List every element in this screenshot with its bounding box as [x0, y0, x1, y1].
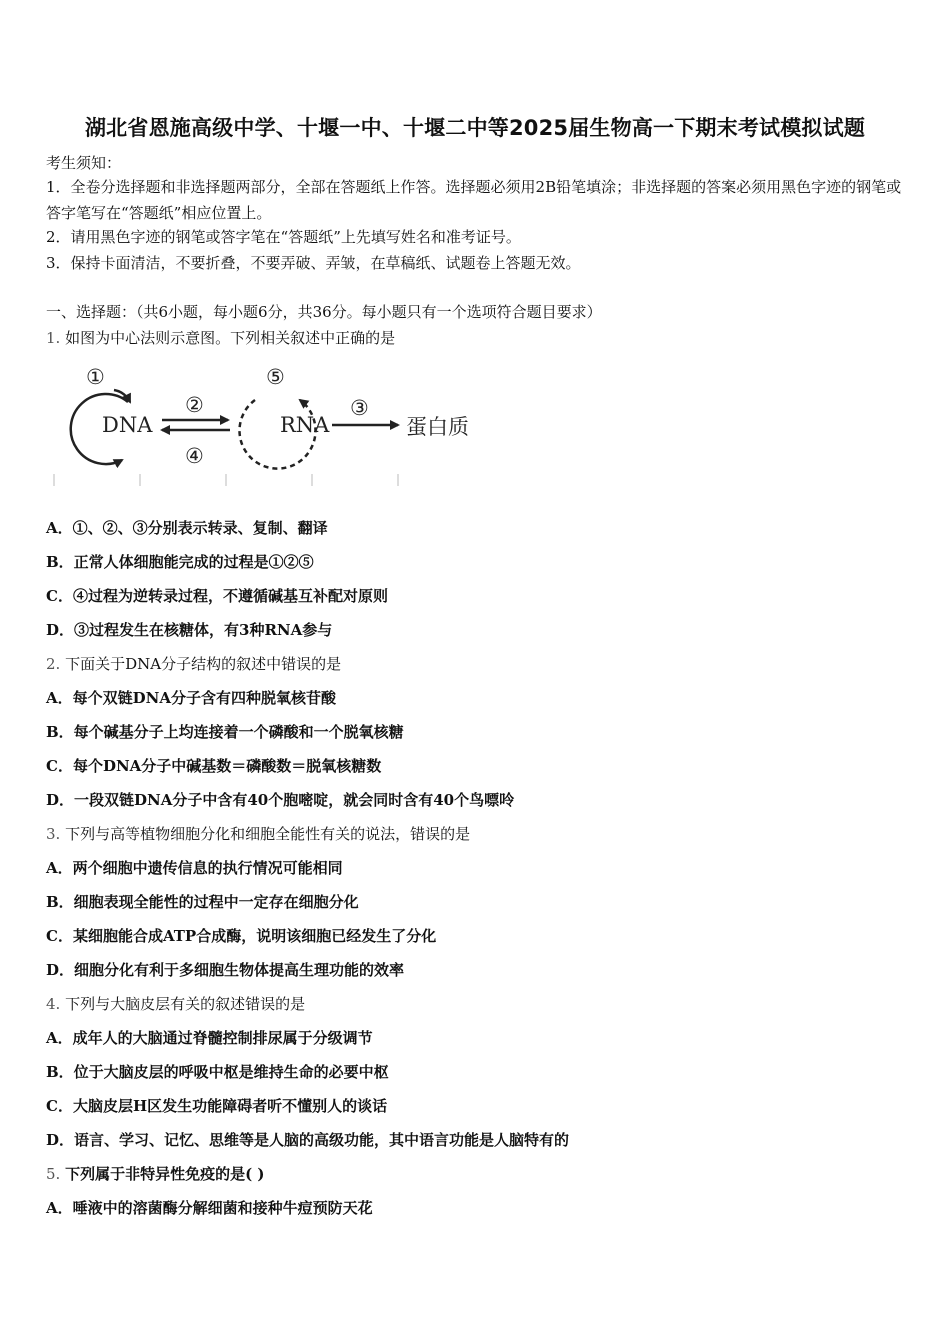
question-4-option-a: A．成年人的大脑通过脊髓控制排尿属于分级调节	[46, 1029, 373, 1047]
question-4-stem	[46, 993, 305, 1014]
notice-item-1: 1．全卷分选择题和非选择题两部分，全部在答题纸上作答。选择题必须用2B铅笔填涂；非选择题的答案必须用黑色字迹的钢笔或答字笔写在“答题纸”相应位置上。	[46, 178, 902, 222]
question-text: 下列与高等植物细胞分化和细胞全能性有关的说法，错误的是	[65, 825, 471, 843]
question-2-option-b: B．每个碱基分子上均连接着一个磷酸和一个脱氧核糖	[46, 723, 404, 741]
question-3-option-b: B．细胞表现全能性的过程中一定存在细胞分化	[46, 893, 359, 911]
question-number: 3.	[46, 825, 61, 843]
question-1-option-a: A．①、②、③分别表示转录、复制、翻译	[46, 519, 328, 537]
diagram-ticks	[54, 474, 398, 486]
notice-item-3: 3．保持卡面清洁，不要折叠，不要弄破、弄皱，在草稿纸、试题卷上答题无效。	[46, 254, 581, 272]
question-3-option-a: A．两个细胞中遗传信息的执行情况可能相同	[46, 859, 343, 877]
question-1-stem	[46, 327, 395, 348]
question-2-option-c: C．每个DNA分子中碱基数＝磷酸数＝脱氧核糖数	[46, 757, 382, 775]
question-1-option-b: B．正常人体细胞能完成的过程是①②⑤	[46, 553, 314, 571]
question-number: 2.	[46, 655, 61, 673]
process-3-label: ③	[350, 396, 369, 420]
question-3-option-d: D．细胞分化有利于多细胞生物体提高生理功能的效率	[46, 961, 405, 979]
question-5-stem	[46, 1163, 265, 1184]
question-3-stem	[46, 823, 470, 844]
notice-heading: 考生须知：	[46, 154, 122, 172]
question-1-option-c: C．④过程为逆转录过程，不遵循碱基互补配对原则	[46, 587, 388, 605]
question-2-option-d: D．一段双链DNA分子中含有40个胞嘧啶，就会同时含有40个鸟嘌呤	[46, 791, 515, 809]
central-dogma-diagram	[50, 360, 490, 494]
notice-item-2: 2．请用黑色字迹的钢笔或答字笔在“答题纸”上先填写姓名和准考证号。	[46, 228, 521, 246]
question-number: 5.	[46, 1165, 61, 1183]
central-dogma-svg	[50, 360, 490, 490]
question-2-option-a: A．每个双链DNA分子含有四种脱氧核苷酸	[46, 689, 336, 707]
process-4-label: ④	[185, 444, 204, 468]
process-2-label: ②	[185, 393, 204, 417]
question-1-option-d: D．③过程发生在核糖体，有3种RNA参与	[46, 621, 333, 639]
question-text: 下列与大脑皮层有关的叙述错误的是	[65, 995, 306, 1013]
question-5-option-a: A．唾液中的溶菌酶分解细菌和接种牛痘预防天花	[46, 1199, 373, 1217]
question-4-option-d: D．语言、学习、记忆、思维等是人脑的高级功能，其中语言功能是人脑特有的	[46, 1131, 570, 1149]
question-text: 下列属于非特异性免疫的是( )	[65, 1165, 265, 1183]
question-text: 下面关于DNA分子结构的叙述中错误的是	[65, 655, 342, 673]
dna-label: DNA	[102, 413, 153, 437]
exam-title: 湖北省恩施高级中学、十堰一中、十堰二中等2025届生物高一下期末考试模拟试题	[84, 116, 866, 140]
process-5-label: ⑤	[266, 365, 285, 389]
process-1-label: ①	[86, 365, 105, 389]
question-text: 如图为中心法则示意图。下列相关叙述中正确的是	[65, 329, 396, 347]
question-4-option-c: C．大脑皮层H区发生功能障碍者听不懂别人的谈话	[46, 1097, 388, 1115]
question-number: 1.	[46, 329, 61, 347]
rna-label: RNA	[280, 413, 330, 437]
question-3-option-c: C．某细胞能合成ATP合成酶，说明该细胞已经发生了分化	[46, 927, 437, 945]
question-number: 4.	[46, 995, 61, 1013]
question-4-option-b: B．位于大脑皮层的呼吸中枢是维持生命的必要中枢	[46, 1063, 389, 1081]
question-2-stem	[46, 653, 341, 674]
protein-label: 蛋白质	[406, 415, 469, 439]
section-heading: 一、选择题：（共6小题，每小题6分，共36分。每小题只有一个选项符合题目要求）	[46, 303, 602, 321]
